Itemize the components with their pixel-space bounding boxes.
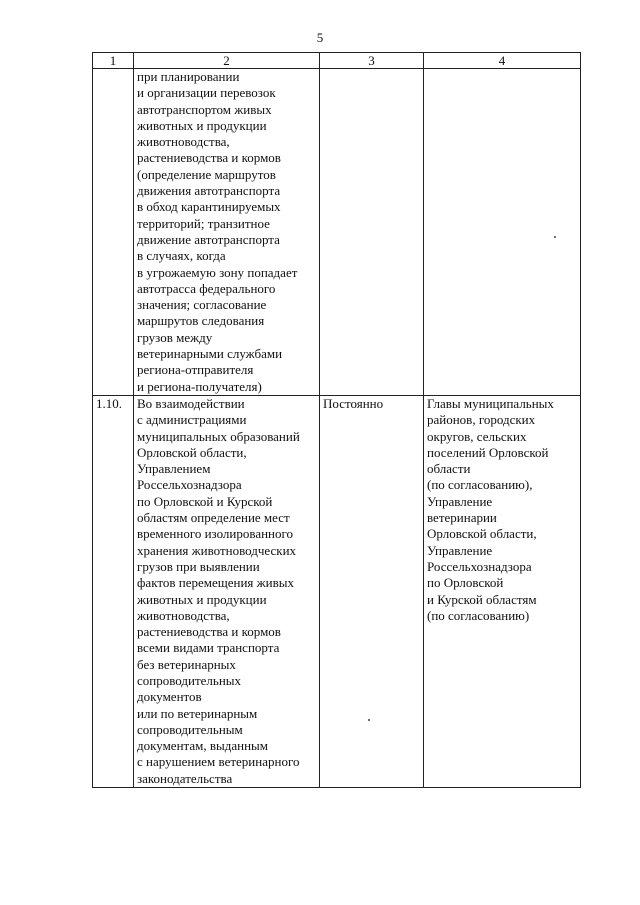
row2-responsible-line: по Орловской bbox=[427, 575, 504, 591]
row1-measure-line: движение автотранспорта bbox=[137, 231, 280, 247]
row2-measure-line: Россельхознадзора bbox=[137, 477, 242, 493]
row2-measure-line: документам, выданным bbox=[137, 738, 268, 754]
row2-responsible-line: Управление bbox=[427, 542, 493, 558]
row2-measure-line: временного изолированного bbox=[137, 526, 294, 542]
row2-measure-line: по Орловской и Курской bbox=[137, 493, 273, 509]
row1-measure-line: в угрожаемую зону попадает bbox=[137, 264, 298, 280]
table-row bbox=[93, 69, 581, 396]
row1-measure-line: автотранспортом живых bbox=[137, 101, 272, 117]
page-number: 5 bbox=[316, 30, 324, 45]
row1-measure-line: растениеводства и кормов bbox=[137, 150, 281, 166]
row1-measure-cell bbox=[134, 69, 320, 396]
row2-responsible-line: (по согласованию), bbox=[427, 477, 533, 493]
row2-responsible-line: округов, сельских bbox=[427, 428, 527, 444]
row2-measure-line: животных и продукции bbox=[137, 591, 267, 607]
row2-responsible-line: ветеринарии bbox=[427, 510, 497, 526]
measures-table bbox=[92, 52, 581, 788]
row1-measure-line: в случаях, когда bbox=[137, 248, 226, 264]
row2-measure-line: животноводства, bbox=[137, 607, 230, 623]
row2-deadline-cell: Постоянно bbox=[320, 395, 424, 787]
row2-measure-line: Во взаимодействии bbox=[137, 395, 245, 411]
row1-measure-line: животных и продукции bbox=[137, 117, 267, 133]
row2-measure-line: без ветеринарных bbox=[137, 656, 236, 672]
row1-measure-line: животноводства, bbox=[137, 134, 230, 150]
row2-measure-line: законодательства bbox=[137, 770, 233, 786]
row2-number-cell: 1.10. bbox=[93, 395, 134, 787]
row1-measure-line: значения; согласование bbox=[137, 297, 267, 313]
row2-responsible-line: Россельхознадзора bbox=[427, 558, 532, 574]
table-header-row bbox=[93, 53, 581, 69]
table-row bbox=[93, 395, 581, 787]
row2-responsible-line: Главы муниципальных bbox=[427, 395, 554, 411]
row2-measure-line: документов bbox=[137, 689, 202, 705]
header-col-3: 3 bbox=[320, 53, 424, 69]
row2-measure-cell bbox=[134, 395, 320, 787]
row2-measure-line: с нарушением ветеринарного bbox=[137, 754, 300, 770]
row2-responsible-line: области bbox=[427, 461, 471, 477]
row1-measure-line: в обход карантинируемых bbox=[137, 199, 281, 215]
row1-measure-line: региона-отправителя bbox=[137, 362, 254, 378]
row1-measure-line: и организации перевозок bbox=[137, 85, 276, 101]
row2-measure-line: с администрациями bbox=[137, 412, 247, 428]
row2-measure-line: всеми видами транспорта bbox=[137, 640, 280, 656]
row1-measure-line: при планировании bbox=[137, 69, 240, 84]
row2-measure-line: сопроводительным bbox=[137, 721, 243, 737]
row1-measure-line: грузов между bbox=[137, 329, 213, 345]
row1-measure-line: и региона-получателя) bbox=[137, 378, 262, 394]
row2-measure-line: растениеводства и кормов bbox=[137, 624, 281, 640]
row1-deadline-cell bbox=[320, 69, 424, 396]
row2-measure-line: грузов при выявлении bbox=[137, 558, 260, 574]
row2-measure-line: сопроводительных bbox=[137, 672, 242, 688]
row2-measure-line: муниципальных образований bbox=[137, 428, 300, 444]
row2-measure-line: фактов перемещения живых bbox=[137, 575, 294, 591]
row2-measure-line: хранения животноводческих bbox=[137, 542, 297, 558]
header-col-2: 2 bbox=[134, 53, 320, 69]
scan-speck bbox=[368, 719, 370, 721]
row1-measure-line: движения автотранспорта bbox=[137, 183, 281, 199]
row1-measure-line: автотрасса федерального bbox=[137, 280, 276, 296]
row2-responsible-cell bbox=[424, 395, 581, 787]
row2-measure-line: Орловской области, bbox=[137, 444, 247, 460]
row2-responsible-line: поселений Орловской bbox=[427, 444, 549, 460]
row2-measure-line: Управлением bbox=[137, 461, 211, 477]
row1-number-cell bbox=[93, 69, 134, 396]
row2-measure-line: или по ветеринарным bbox=[137, 705, 258, 721]
row2-responsible-line: (по согласованию) bbox=[427, 607, 530, 623]
row2-responsible-line: районов, городских bbox=[427, 412, 536, 428]
row1-responsible-cell bbox=[424, 69, 581, 396]
row2-measure-line: областям определение мест bbox=[137, 510, 290, 526]
header-col-4: 4 bbox=[424, 53, 581, 69]
row2-responsible-line: Орловской области, bbox=[427, 526, 537, 542]
scan-speck bbox=[554, 236, 556, 238]
row1-measure-line: (определение маршрутов bbox=[137, 166, 276, 182]
row1-measure-line: маршрутов следования bbox=[137, 313, 265, 329]
row2-responsible-line: Управление bbox=[427, 493, 493, 509]
row1-measure-line: территорий; транзитное bbox=[137, 215, 270, 231]
row1-measure-line: ветеринарными службами bbox=[137, 346, 283, 362]
row2-responsible-line: и Курской областям bbox=[427, 591, 537, 607]
header-col-1: 1 bbox=[93, 53, 134, 69]
